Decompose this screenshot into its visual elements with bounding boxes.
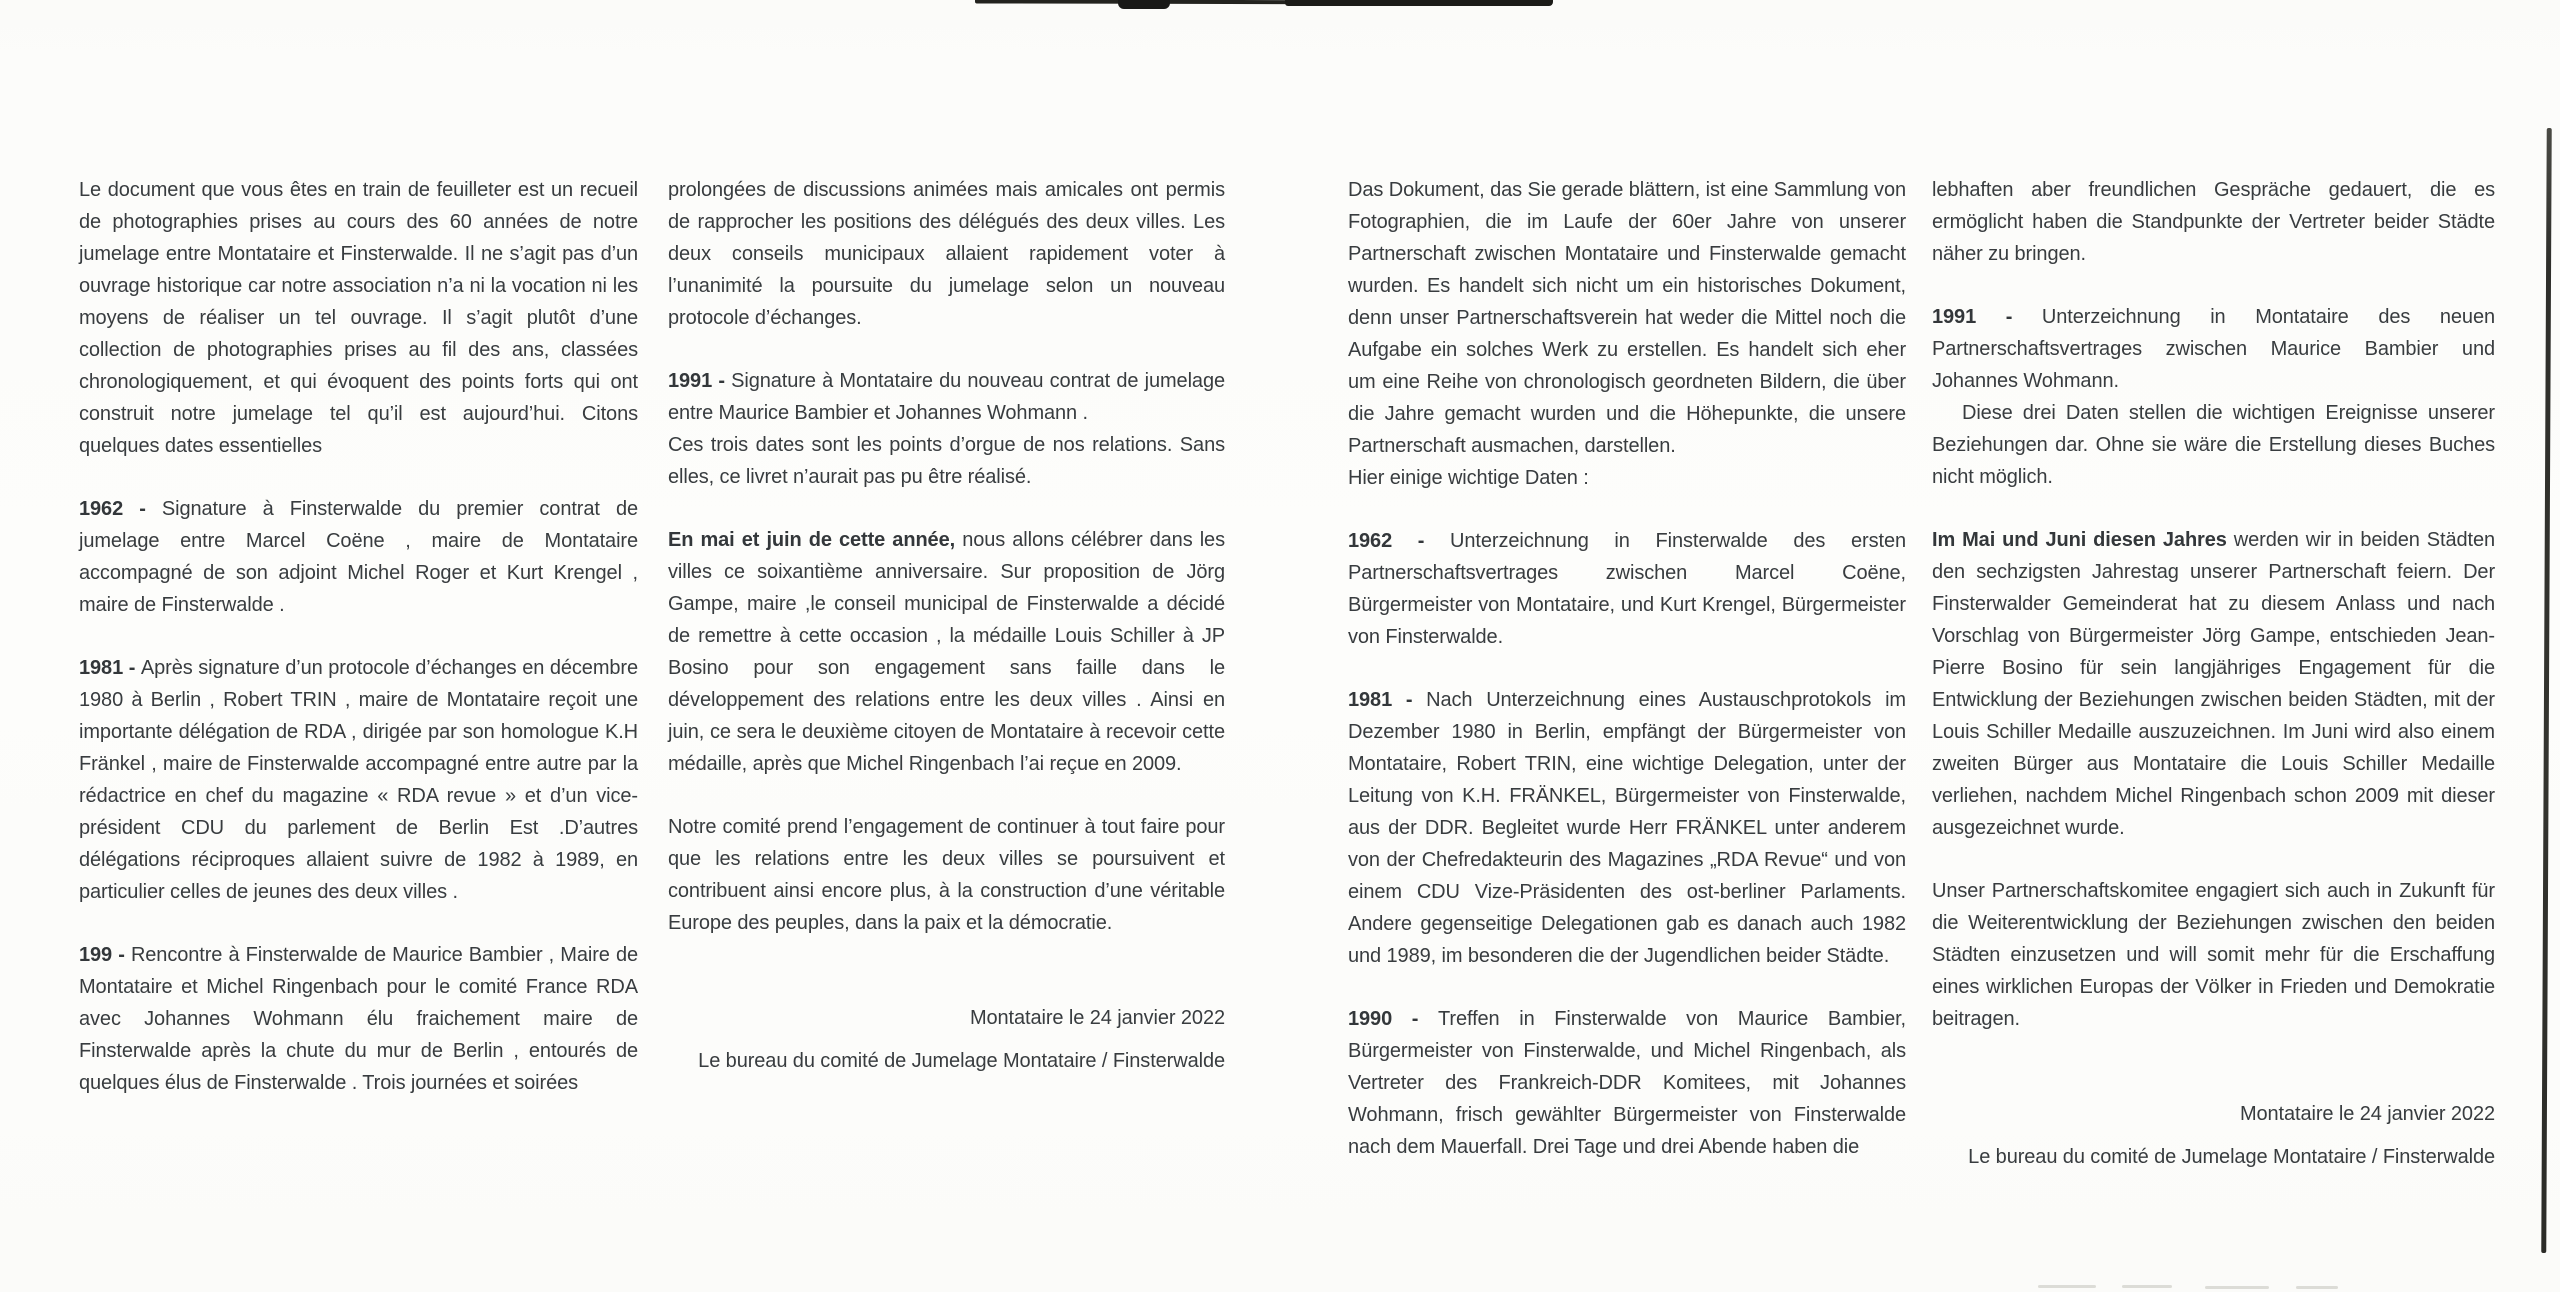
date-lead: 1981 - bbox=[1348, 689, 1427, 711]
scan-dash bbox=[2296, 1286, 2338, 1289]
paragraph-text: nous allons célébrer dans les villes ce soixantième anniversaire. Sur proposition de Jörg Gampe, maire ,le conseil municipal de Finsterwalde a décidé de remettre à cette occasion , la médaille Louis Schiller à JP Bosino pour son engagement sans faille dans le développement des relations entre les deux villes . Ainsi en juin, ce sera le deuxième citoyen de Montataire à recevoir cette médaille, après que Michel Ringenbach l’ai reçue en 2009. bbox=[668, 529, 1225, 775]
paragraph-continuation-de bbox=[1932, 174, 2495, 270]
paragraph-text: Unterzeichnung in Finsterwalde des ersten Partnerschaftsvertrages zwischen Marcel Coëne, Bürgermeister von Montataire, und Kurt Krengel, Bürgermeister von Finsterwalde. bbox=[1348, 530, 1906, 648]
paragraph-commitment-fr bbox=[668, 811, 1225, 939]
paragraph-text: Signature à Finsterwalde du premier contrat de jumelage entre Marcel Coëne , maire de Montataire accompagné de son adjoint Michel Roger et Kurt Krengel , maire de Finsterwalde . bbox=[79, 498, 638, 616]
date-lead: 1962 - bbox=[79, 498, 162, 520]
scan-artifact-top-blob bbox=[1118, 0, 1170, 9]
signature-place-date: Montataire le 24 janvier 2022 bbox=[2239, 1103, 2495, 1125]
paragraph-1990-de bbox=[1348, 1003, 1906, 1163]
scan-artifact-top-streak-thick bbox=[1285, 0, 1553, 6]
paragraph-text: prolongées de discussions animées mais amicales ont permis de rapprocher les positions des délégués des deux villes. Les deux conseils municipaux allaient rapidement voter à l’unanimité la poursuite du jumelage selon un nouveau protocole d’échanges. bbox=[668, 179, 1225, 329]
bold-lead: Im Mai und Juni diesen Jahres bbox=[1932, 529, 2234, 551]
column-german-right bbox=[1932, 174, 2495, 1179]
date-lead: 1962 - bbox=[1348, 530, 1451, 552]
signature-committee: Le bureau du comité de Jumelage Montataire / Finsterwalde bbox=[698, 1050, 1225, 1072]
paragraph-1991-fr bbox=[668, 365, 1225, 493]
paragraph-text: werden wir in beiden Städten den sechzigsten Jahrestag unserer Partnerschaft feiern. Der Finsterwalder Gemeinderat hat zu diesem Anlass und nach Vorschlag von Bürgermeister Jörg Gampe, entschieden Jean-Pierre Bosino für sein langjähriges Engagement für die Entwicklung der Beziehungen zwischen beiden Städten, mit der Louis Schiller Medaille auszuzeichnen. Im Juni wird also einem zweiten Bürger aus Montataire die Louis Schiller Medaille verliehen, nachdem Michel Ringenbach schon 2009 mit dieser ausgezeichnet wurde. bbox=[1932, 529, 2496, 839]
paragraph-text: Notre comité prend l’engagement de continuer à tout faire pour que les relations entre les deux villes se poursuivent et contribuent ainsi encore plus, à la construction d’une véritable Europe des peuples, dans la paix et la démocratie. bbox=[668, 816, 1225, 934]
paragraph-text: Ces trois dates sont les points d’orgue de nos relations. Sans elles, ce livret n’aurait pas pu être réalisé. bbox=[668, 434, 1225, 488]
date-lead: 1981 - bbox=[79, 657, 141, 679]
paragraph-text: Hier einige wichtige Daten : bbox=[1348, 467, 1589, 489]
column-french-right bbox=[668, 174, 1225, 1083]
paragraph-text: Rencontre à Finsterwalde de Maurice Bambier , Maire de Montataire et Michel Ringenbach pour le comité France RDA avec Johannes Wohmann élu fraichement maire de Finsterwalde après la chute du mur de Berlin , entourés de quelques élus de Finsterwalde . Trois journées et soirées bbox=[79, 944, 638, 1094]
paragraph-1981-fr bbox=[79, 652, 638, 908]
scan-dash bbox=[2122, 1285, 2172, 1288]
date-lead: 1991 - bbox=[668, 370, 732, 392]
paragraph-text: lebhaften aber freundlichen Gespräche gedauert, die es ermöglicht haben die Standpunkte der Vertreter beider Städte näher zu bringen. bbox=[1932, 179, 2495, 265]
scan-dash bbox=[2038, 1285, 2096, 1288]
paragraph-anniversary-de bbox=[1932, 524, 2495, 844]
paragraph-text: Diese drei Daten stellen die wichtigen Ereignisse unserer Beziehungen dar. Ohne sie wäre die Erstellung dieses Buches nicht möglich. bbox=[1932, 402, 2495, 488]
column-french-left bbox=[79, 174, 638, 1130]
paragraph-continuation-fr bbox=[668, 174, 1225, 334]
scan-artifact-page-edge bbox=[2541, 128, 2551, 1253]
paragraph-1990-fr bbox=[79, 939, 638, 1099]
signature-block-fr bbox=[668, 997, 1225, 1083]
paragraph-text: Nach Unterzeichnung eines Austauschprotokols im Dezember 1980 in Berlin, empfängt der Bürgermeister von Montataire, Robert TRIN, eine wichtige Delegation, unter der Leitung von K.H. FRÄNKEL, Bürgermeister von Finsterwalde, aus der DDR. Begleitet wurde Herr FRÄNKEL unter anderem von der Chefredakteurin des Magazines „RDA Revue“ und von einem CDU Vize-Präsidenten des ost-berliner Parlaments. Andere gegenseitige Delegationen gab es danach auch 1982 und 1989, im besonderen die der Jugendlichen beider Städte. bbox=[1348, 689, 1906, 967]
paragraph-intro-de bbox=[1348, 174, 1906, 494]
paragraph-anniversary-fr bbox=[668, 524, 1225, 780]
paragraph-text: Das Dokument, das Sie gerade blättern, ist eine Sammlung von Fotographien, die im Laufe der 60er Jahre von unserer Partnerschaft zwischen Montataire und Finsterwalde gemacht wurden. Es handelt sich nicht um ein historisches Dokument, denn unser Partnerschaftsverein hat weder die Mittel noch die Aufgabe ein solches Werk zu erstellen. Es handelt sich eher um eine Reihe von chronologisch geordneten Bildern, die über die Jahre gemacht wurden und die Höhepunkte, die unsere Partnerschaft ausmachen, darstellen. bbox=[1348, 179, 1906, 457]
paragraph-text: Unterzeichnung in Montataire des neuen Partnerschaftsvertrages zwischen Maurice Bambier und Johannes Wohmann. bbox=[1932, 306, 2495, 392]
paragraph-1962-fr bbox=[79, 493, 638, 621]
signature-block-de bbox=[1932, 1093, 2495, 1179]
paragraph-text: Unser Partnerschaftskomitee engagiert sich auch in Zukunft für die Weiterentwicklung der Beziehungen zwischen den beiden Städten einzusetzen und will somit mehr für die Erschaffung eines wirklichen Europas der Völker in Frieden und Demokratie beitragen. bbox=[1932, 880, 2495, 1030]
signature-place-date: Montataire le 24 janvier 2022 bbox=[969, 1007, 1225, 1029]
date-lead: 1990 - bbox=[1348, 1008, 1439, 1030]
paragraph-intro-fr bbox=[79, 174, 638, 462]
column-german-left bbox=[1348, 174, 1906, 1194]
paragraph-text: Treffen in Finsterwalde von Maurice Bambier, Bürgermeister von Finsterwalde, und Michel Ringenbach, als Vertreter des Frankreich-DDR Komitees, mit Johannes Wohmann, frisch gewählter Bürgermeister von Finsterwalde nach dem Mauerfall. Drei Tage und drei Abende haben die bbox=[1348, 1008, 1906, 1158]
paragraph-1991-de bbox=[1932, 301, 2495, 493]
paragraph-text: Le document que vous êtes en train de feuilleter est un recueil de photographies prises au cours des 60 années de notre jumelage entre Montataire et Finsterwalde. Il ne s’agit pas d’un ouvrage historique car notre association n’a ni la vocation ni les moyens de réaliser un tel ouvrage. Il s’agit plutôt d’une collection de photographies prises au fil des ans, classées chronologiquement, et qui évoquent des points forts qui ont construit notre jumelage tel qu’il est aujourd’hui. Citons quelques dates essentielles bbox=[79, 179, 638, 457]
date-lead: 1991 - bbox=[1932, 306, 2042, 328]
date-lead: 199 - bbox=[79, 944, 131, 966]
signature-committee: Le bureau du comité de Jumelage Montataire / Finsterwalde bbox=[1968, 1146, 2495, 1168]
paragraph-1962-de bbox=[1348, 525, 1906, 653]
paragraph-text: Après signature d’un protocole d’échanges en décembre 1980 à Berlin , Robert TRIN , maire de Montataire reçoit une importante délégation de RDA , dirigée par son homologue K.H Fränkel , maire de Finsterwalde accompagné entre autre par la rédactrice en chef du magazine « RDA revue » et d’un vice-président CDU du parlement de Berlin Est .D’autres délégations réciproques allaient suivre de 1982 à 1989, en particulier celles de jeunes des deux villes . bbox=[79, 657, 638, 903]
paragraph-commitment-de bbox=[1932, 875, 2495, 1035]
bold-lead: En mai et juin de cette année, bbox=[668, 529, 963, 551]
paragraph-1981-de bbox=[1348, 684, 1906, 972]
paragraph-text: Signature à Montataire du nouveau contrat de jumelage entre Maurice Bambier et Johannes Wohmann . bbox=[668, 370, 1225, 424]
scan-dash bbox=[2205, 1286, 2269, 1289]
